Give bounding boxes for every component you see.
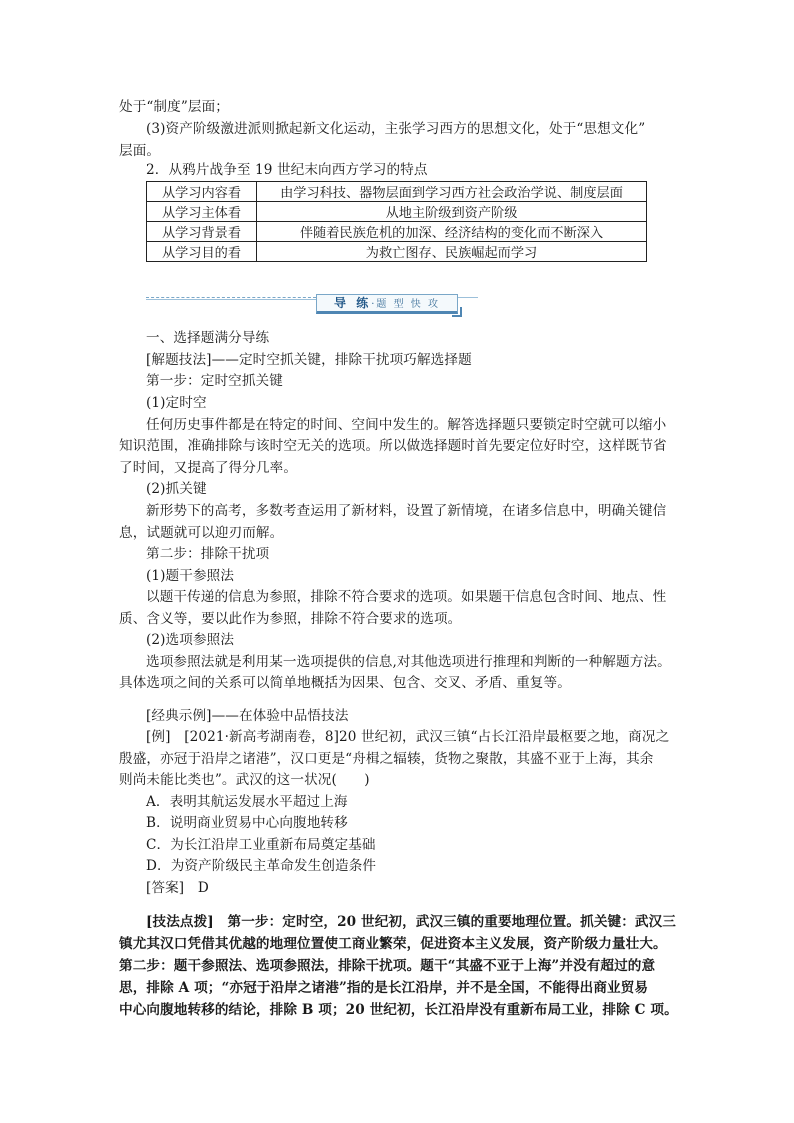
example-stem-line-2: 殷盛，亦冠于沿岸之诸港”，汉口更是“舟楫之辐辏，货物之聚散，其盛不亚于上海，其余 xyxy=(119,751,654,767)
option-d: D．为资产阶级民主革命发生创造条件 xyxy=(146,858,377,874)
banner-corner-icon xyxy=(452,307,462,317)
intro-line-3: 层面。 xyxy=(119,143,161,159)
table-key: 从学习背景看 xyxy=(147,222,257,242)
example-heading: [经典示例]——在体验中品悟技法 xyxy=(146,708,349,724)
tips-line-5: 中心向腹地转移的结论，排除 B 项；20 世纪初，长江沿岸没有重新布局工业，排除 C 项。 xyxy=(119,1002,678,1018)
table-value: 为救亡图存、民族崛起而学习 xyxy=(257,242,647,262)
paragraph-1-line-2: 知识范围，准确排除与该时空无关的选项。所以做选择题时首先要定位好时空，这样既节省 xyxy=(119,438,667,454)
subheading-time-space: (1)定时空 xyxy=(146,395,207,411)
banner-rule-left xyxy=(146,297,316,300)
table-value: 从地主阶级到资产阶级 xyxy=(257,202,647,222)
table-row xyxy=(147,182,647,202)
paragraph-3-line-2: 质、含义等，要以此作为参照，排除不符合要求的选项。 xyxy=(119,611,462,627)
intro-line-1: 处于“制度”层面； xyxy=(119,99,229,115)
paragraph-3-line-1: 以题干传递的信息为参照，排除不符合要求的选项。如果题干信息包含时间、地点、性 xyxy=(146,589,667,605)
technique-heading: [解题技法]——定时空抓关键，排除干扰项巧解选择题 xyxy=(146,352,472,368)
table-row xyxy=(147,242,647,262)
option-c: C．为长江沿岸工业重新布局奠定基础 xyxy=(146,837,376,853)
option-a: A．表明其航运发展水平超过上海 xyxy=(146,794,348,810)
features-table xyxy=(146,181,647,262)
paragraph-2-line-1: 新形势下的高考，多数考查运用了新材料，设置了新情境，在诸多信息中，明确关键信 xyxy=(146,503,667,519)
example-stem-line-1: [例] [2021·新高考湖南卷，8]20 世纪初，武汉三镇“占长江沿岸最枢要之地，商况之 xyxy=(146,729,670,745)
table-row xyxy=(147,222,647,242)
subheading-key: (2)抓关键 xyxy=(146,481,207,497)
table-key: 从学习主体看 xyxy=(147,202,257,222)
tips-line-2: 镇尤其汉口凭借其优越的地理位置使工商业繁荣，促进资本主义发展，资产阶级力量壮大。 xyxy=(119,936,667,952)
intro-line-2: (3)资产阶级激进派则掀起新文化运动，主张学习西方的思想文化，处于“思想文化” xyxy=(146,121,646,137)
banner-main: 导 练 xyxy=(334,296,372,310)
paragraph-1-line-3: 了时间，又提高了得分几率。 xyxy=(119,460,298,476)
answer-line: [答案] D xyxy=(146,880,209,896)
heading-1: 一、选择题满分导练 xyxy=(146,330,270,346)
tips-line-1: [技法点拨] 第一步：定时空，20 世纪初，武汉三镇的重要地理位置。抓关键：武汉三 xyxy=(146,914,676,930)
table-row xyxy=(147,202,647,222)
banner-rule-right xyxy=(458,297,478,299)
tips-line-4: 思，排除 A 项；“亦冠于沿岸之诸港”指的是长江沿岸，并不是全国，不能得出商业贸易 xyxy=(119,980,649,996)
table-value: 由学习科技、器物层面到学习西方社会政治学说、制度层面 xyxy=(257,182,647,202)
table-key: 从学习内容看 xyxy=(147,182,257,202)
example-stem-line-3: 则尚未能比类也”。武汉的这一状况( ) xyxy=(119,772,370,788)
tips-line-3: 第二步：题干参照法、选项参照法，排除干扰项。题干“其盛不亚于上海”并没有超过的意 xyxy=(119,958,656,974)
section-banner xyxy=(146,294,478,316)
table-value: 伴随着民族危机的加深、经济结构的变化而不断深入 xyxy=(257,222,647,242)
paragraph-2-line-2: 息，试题就可以迎刃而解。 xyxy=(119,525,284,541)
step-1-heading: 第一步：定时空抓关键 xyxy=(146,373,283,389)
banner-dot: · xyxy=(371,299,377,310)
paragraph-1-line-1: 任何历史事件都是在特定的时间、空间中发生的。解答选择题只要锁定时空就可以缩小 xyxy=(146,417,667,433)
section-2-title: 2．从鸦片战争至 19 世纪末向西方学习的特点 xyxy=(146,162,428,178)
paragraph-4-line-2: 具体选项之间的关系可以简单地概括为因果、包含、交叉、矛盾、重复等。 xyxy=(119,675,571,691)
banner-sub: 题 型 快 攻 xyxy=(376,299,440,310)
subheading-option-method: (2)选项参照法 xyxy=(146,632,235,648)
table-key: 从学习目的看 xyxy=(147,242,257,262)
subheading-stem-method: (1)题干参照法 xyxy=(146,568,235,584)
paragraph-4-line-1: 选项参照法就是利用某一选项提供的信息,对其他选项进行推理和判断的一种解题方法。 xyxy=(146,654,671,670)
banner-badge xyxy=(316,294,458,314)
step-2-heading: 第二步：排除干扰项 xyxy=(146,546,270,562)
option-b: B．说明商业贸易中心向腹地转移 xyxy=(146,815,348,831)
